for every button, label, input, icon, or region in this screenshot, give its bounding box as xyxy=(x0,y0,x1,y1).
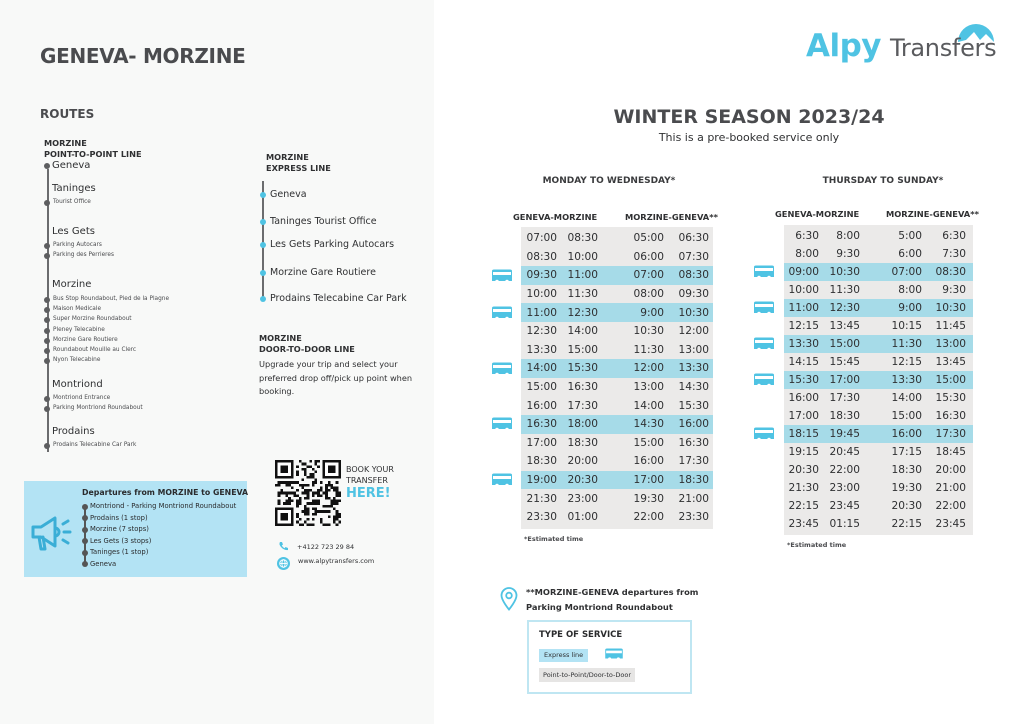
time-mg-dep: 14:00 xyxy=(891,392,922,404)
time-gm-dep: 09:00 xyxy=(788,266,819,278)
estimated-time-note: *Estimated time xyxy=(787,541,847,549)
stop-name: Bus Stop Roundabout, Pied de la Plagne xyxy=(53,296,170,302)
timetable-row xyxy=(521,452,713,471)
time-gm-dep: 19:15 xyxy=(788,446,819,458)
time-mg-dep: 14:00 xyxy=(633,399,664,412)
time-mg-arr: 13:00 xyxy=(935,338,966,350)
time-mg-dep: 08:00 xyxy=(633,288,664,301)
book-line-2: TRANSFER xyxy=(346,476,388,485)
time-mg-dep: 06:00 xyxy=(633,250,664,263)
stop-name: Parking Montriond Roundabout xyxy=(53,405,143,412)
time-gm-arr: 12:30 xyxy=(829,302,860,314)
time-mg-arr: 23:30 xyxy=(678,511,709,524)
time-mg-arr: 07:30 xyxy=(678,250,709,263)
time-mg-dep: 22:15 xyxy=(891,518,922,530)
time-gm-arr: 17:30 xyxy=(567,399,598,412)
time-gm-arr: 10:00 xyxy=(567,250,598,263)
departure-stop: Taninges (1 stop) xyxy=(90,548,149,556)
time-gm-arr: 18:30 xyxy=(829,410,860,422)
time-mg-dep: 10:30 xyxy=(633,325,664,338)
time-mg-dep: 18:30 xyxy=(891,464,922,476)
time-mg-dep: 12:00 xyxy=(633,362,664,375)
bus-icon xyxy=(752,265,776,281)
phone-icon xyxy=(278,541,288,551)
bus-icon xyxy=(490,269,514,285)
time-mg-arr: 12:00 xyxy=(678,325,709,338)
timetable-row xyxy=(521,229,713,248)
column-heading-geneva-morzine: GENEVA-MORZINE xyxy=(775,209,860,219)
departure-stop: Les Gets (3 stops) xyxy=(90,536,152,545)
service-type-title: TYPE OF SERVICE xyxy=(539,630,623,640)
time-mg-dep: 9:00 xyxy=(640,306,664,319)
town-name: Les Gets xyxy=(52,226,95,237)
time-gm-dep: 17:00 xyxy=(526,436,557,449)
departure-stop: Geneva xyxy=(90,559,117,568)
bus-icon xyxy=(490,362,514,378)
time-gm-arr: 23:45 xyxy=(829,500,860,512)
time-mg-arr: 18:45 xyxy=(935,446,966,458)
point-to-point-line xyxy=(44,138,244,448)
time-mg-dep: 12:15 xyxy=(891,356,922,368)
time-gm-arr: 20:00 xyxy=(567,455,598,468)
d2d-heading-1: MORZINE xyxy=(259,333,302,343)
town-name: Prodains xyxy=(52,426,95,437)
time-gm-dep: 8:00 xyxy=(795,248,819,260)
timetable-row xyxy=(784,281,973,299)
timetable-row xyxy=(784,515,973,533)
time-mg-arr: 13:00 xyxy=(678,343,709,356)
town-name: Morzine xyxy=(52,279,92,290)
time-mg-arr: 16:30 xyxy=(678,436,709,449)
day-range-heading: THURSDAY TO SUNDAY* xyxy=(822,176,944,186)
time-gm-arr: 12:30 xyxy=(567,306,598,319)
town-name: Taninges xyxy=(52,183,96,194)
time-mg-dep: 16:00 xyxy=(633,455,664,468)
stop-name: Pleney Telecabine xyxy=(53,326,105,333)
time-mg-arr: 11:45 xyxy=(935,320,966,332)
book-here-link[interactable]: HERE! xyxy=(346,486,391,501)
time-mg-dep: 07:00 xyxy=(633,269,664,282)
ptp-heading-2: POINT-TO-POINT LINE xyxy=(44,149,142,159)
timetable-row xyxy=(784,317,973,335)
time-gm-dep: 23:45 xyxy=(788,518,819,530)
timetable-row xyxy=(521,248,713,267)
logo-alpy: Alpy xyxy=(806,28,882,64)
timetable-row xyxy=(521,489,713,508)
page-title: GENEVA- MORZINE xyxy=(40,44,246,68)
express-heading-2: EXPRESS LINE xyxy=(266,163,331,173)
timetable-row xyxy=(784,353,973,371)
d2d-description: Upgrade your trip and select your preferred drop off/pick up point when booking. xyxy=(259,359,413,396)
time-mg-arr: 20:00 xyxy=(935,464,966,476)
time-mg-dep: 15:00 xyxy=(633,436,664,449)
time-gm-arr: 15:30 xyxy=(567,362,598,375)
routes-heading: ROUTES xyxy=(40,107,95,121)
legend-express: Express line xyxy=(539,649,588,662)
time-gm-dep: 6:30 xyxy=(795,230,819,242)
timetable-row xyxy=(784,497,973,515)
time-mg-arr: 16:30 xyxy=(935,410,966,422)
bus-icon xyxy=(490,417,514,433)
time-mg-dep: 11:30 xyxy=(891,338,922,350)
time-gm-dep: 16:00 xyxy=(526,399,557,412)
time-gm-dep: 07:00 xyxy=(526,232,557,245)
service-type-legend xyxy=(527,620,692,694)
time-mg-arr: 13:45 xyxy=(935,356,966,368)
website-link[interactable]: www.alpytransfers.com xyxy=(298,557,375,565)
timetable-row xyxy=(784,461,973,479)
time-mg-dep: 13:30 xyxy=(891,374,922,386)
timetable xyxy=(784,225,973,535)
time-mg-dep: 17:15 xyxy=(891,446,922,458)
timetable-row xyxy=(784,335,973,353)
timetable-row xyxy=(521,322,713,341)
time-gm-arr: 11:30 xyxy=(829,284,860,296)
time-gm-arr: 11:00 xyxy=(567,269,598,282)
time-mg-dep: 19:30 xyxy=(891,482,922,494)
time-gm-dep: 10:00 xyxy=(788,284,819,296)
timetable-row xyxy=(521,508,713,527)
column-heading-morzine-geneva: MORZINE-GENEVA** xyxy=(886,209,979,219)
time-gm-dep: 20:30 xyxy=(788,464,819,476)
time-gm-arr: 22:00 xyxy=(829,464,860,476)
time-gm-dep: 08:30 xyxy=(526,250,557,263)
time-gm-dep: 18:30 xyxy=(526,455,557,468)
time-mg-dep: 17:00 xyxy=(633,474,664,487)
time-gm-arr: 23:00 xyxy=(567,492,598,505)
time-gm-arr: 14:00 xyxy=(567,325,598,338)
book-transfer[interactable] xyxy=(346,464,394,502)
timetable-row xyxy=(784,407,973,425)
time-mg-arr: 10:30 xyxy=(935,302,966,314)
time-mg-dep: 6:00 xyxy=(898,248,922,260)
time-mg-arr: 10:30 xyxy=(678,306,709,319)
time-gm-dep: 17:00 xyxy=(788,410,819,422)
time-gm-arr: 20:45 xyxy=(829,446,860,458)
qr-code[interactable] xyxy=(275,460,341,526)
time-gm-dep: 13:30 xyxy=(526,343,557,356)
time-mg-arr: 16:00 xyxy=(678,418,709,431)
express-heading-1: MORZINE xyxy=(266,152,309,162)
season-subtitle: This is a pre-booked service only xyxy=(658,131,840,144)
logo-transfers: Transfers xyxy=(890,34,997,62)
time-gm-arr: 17:00 xyxy=(829,374,860,386)
time-mg-arr: 06:30 xyxy=(678,232,709,245)
timetable-row xyxy=(521,266,713,285)
time-mg-arr: 15:00 xyxy=(935,374,966,386)
express-rail xyxy=(262,181,264,298)
timetable-row xyxy=(784,443,973,461)
timetable-row xyxy=(521,303,713,322)
megaphone-icon xyxy=(30,513,72,553)
time-mg-arr: 9:30 xyxy=(942,284,966,296)
time-gm-dep: 21:30 xyxy=(526,492,557,505)
timetable-row xyxy=(521,471,713,490)
timetable-row xyxy=(784,389,973,407)
departure-stop: Montriond - Parking Montriond Roundabout xyxy=(90,502,237,510)
departure-stop: Prodains (1 stop) xyxy=(90,513,148,522)
time-gm-arr: 17:30 xyxy=(829,392,860,404)
town-name: Geneva xyxy=(52,160,91,171)
time-mg-arr: 18:30 xyxy=(678,474,709,487)
time-mg-arr: 15:30 xyxy=(935,392,966,404)
time-gm-arr: 15:00 xyxy=(567,343,598,356)
town-name: Montriond xyxy=(52,379,103,390)
time-mg-arr: 14:30 xyxy=(678,381,709,394)
time-mg-arr: 6:30 xyxy=(942,230,966,242)
time-gm-arr: 01:15 xyxy=(829,518,860,530)
stop-name: Montriond Entrance xyxy=(53,395,111,401)
day-range-heading: MONDAY TO WEDNESDAY* xyxy=(542,176,676,186)
time-mg-dep: 5:00 xyxy=(898,230,922,242)
location-pin-icon xyxy=(500,587,518,611)
timetable-row xyxy=(784,425,973,443)
time-mg-dep: 9:00 xyxy=(898,302,922,314)
time-gm-arr: 10:30 xyxy=(829,266,860,278)
time-mg-arr: 08:30 xyxy=(678,269,709,282)
time-gm-dep: 15:00 xyxy=(526,381,557,394)
time-gm-dep: 11:00 xyxy=(526,306,557,319)
time-mg-arr: 21:00 xyxy=(935,482,966,494)
time-gm-dep: 09:30 xyxy=(526,269,557,282)
timetable-row xyxy=(521,415,713,434)
time-mg-dep: 07:00 xyxy=(891,266,922,278)
time-gm-dep: 11:00 xyxy=(788,302,819,314)
departure-stop: Morzine (7 stops) xyxy=(90,525,149,533)
time-gm-arr: 08:30 xyxy=(567,232,598,245)
timetable-row xyxy=(784,479,973,497)
time-mg-arr: 08:30 xyxy=(935,266,966,278)
stop-name: Roundabout Mouille au Clerc xyxy=(53,347,137,353)
bus-icon xyxy=(603,648,625,662)
bus-icon xyxy=(752,337,776,353)
timetable-row xyxy=(521,359,713,378)
time-gm-dep: 12:15 xyxy=(788,320,819,332)
time-mg-dep: 15:00 xyxy=(891,410,922,422)
timetable-row xyxy=(784,245,973,263)
timetable-row xyxy=(784,263,973,281)
time-gm-arr: 01:00 xyxy=(567,511,598,524)
time-gm-dep: 13:30 xyxy=(788,338,819,350)
d2d-heading-2: DOOR-TO-DOOR LINE xyxy=(259,344,355,354)
departure-note-line-2: Parking Montriond Roundabout xyxy=(526,602,673,612)
time-gm-arr: 18:30 xyxy=(567,436,598,449)
timetable-row xyxy=(521,434,713,453)
stop-name: Super Morzine Roundabout xyxy=(53,316,132,323)
time-gm-dep: 19:00 xyxy=(526,474,557,487)
time-mg-dep: 8:00 xyxy=(898,284,922,296)
time-gm-arr: 16:30 xyxy=(567,381,598,394)
express-stop: Geneva xyxy=(270,189,307,200)
express-stop: Taninges Tourist Office xyxy=(270,216,377,227)
time-gm-arr: 15:45 xyxy=(829,356,860,368)
time-mg-arr: 7:30 xyxy=(942,248,966,260)
time-gm-dep: 14:15 xyxy=(788,356,819,368)
departure-note-line-1: **MORZINE-GENEVA departures from xyxy=(526,587,699,597)
timetable-row xyxy=(784,227,973,245)
timetable-row xyxy=(521,396,713,415)
stop-name: Morzine Gare Routiere xyxy=(53,336,118,343)
time-gm-arr: 13:45 xyxy=(829,320,860,332)
time-mg-arr: 17:30 xyxy=(678,455,709,468)
door-to-door-line xyxy=(259,333,434,399)
time-gm-dep: 14:00 xyxy=(526,362,557,375)
ptp-heading-1: MORZINE xyxy=(44,138,87,148)
time-mg-dep: 20:30 xyxy=(891,500,922,512)
time-mg-arr: 17:30 xyxy=(935,428,966,440)
schedule-thu-sun xyxy=(750,176,1000,576)
time-gm-arr: 23:00 xyxy=(829,482,860,494)
time-gm-arr: 20:30 xyxy=(567,474,598,487)
time-gm-dep: 18:15 xyxy=(788,428,819,440)
schedule-mon-wed xyxy=(488,176,732,556)
time-gm-dep: 16:00 xyxy=(788,392,819,404)
bus-icon xyxy=(490,306,514,322)
column-heading-geneva-morzine: GENEVA-MORZINE xyxy=(513,212,598,222)
time-mg-dep: 14:30 xyxy=(633,418,664,431)
time-mg-arr: 13:30 xyxy=(678,362,709,375)
time-mg-arr: 15:30 xyxy=(678,399,709,412)
alpy-transfers-logo xyxy=(806,20,1011,72)
timetable xyxy=(521,227,713,529)
season-title: WINTER SEASON 2023/24 xyxy=(613,106,885,128)
bus-icon xyxy=(490,473,514,489)
column-heading-morzine-geneva: MORZINE-GENEVA** xyxy=(625,212,718,222)
timetable-row xyxy=(521,378,713,397)
time-gm-arr: 9:30 xyxy=(836,248,860,260)
time-mg-arr: 21:00 xyxy=(678,492,709,505)
departures-title: Departures from MORZINE to GENEVA xyxy=(82,488,249,497)
legend-point-to-point: Point-to-Point/Door-to-Door xyxy=(539,668,635,682)
time-mg-dep: 10:15 xyxy=(891,320,922,332)
timetable-row xyxy=(784,371,973,389)
time-gm-dep: 23:30 xyxy=(526,511,557,524)
timetable-row xyxy=(521,285,713,304)
bus-icon xyxy=(752,373,776,389)
stop-name: Nyon Telecabine xyxy=(53,357,101,364)
express-line xyxy=(266,152,436,304)
timetable-row xyxy=(784,299,973,317)
time-gm-arr: 18:00 xyxy=(567,418,598,431)
time-mg-dep: 13:00 xyxy=(633,381,664,394)
stop-name: Parking des Perrieres xyxy=(53,252,114,259)
phone-number[interactable]: +4122 723 29 84 xyxy=(297,543,355,551)
time-gm-arr: 11:30 xyxy=(567,288,598,301)
departures-box xyxy=(24,481,247,577)
stop-name: Tourist Office xyxy=(53,199,91,205)
time-gm-dep: 12:30 xyxy=(526,325,557,338)
book-line-1: BOOK YOUR xyxy=(346,465,394,474)
time-gm-arr: 8:00 xyxy=(836,230,860,242)
departure-location-note xyxy=(526,585,716,615)
stop-name: Parking Autocars xyxy=(53,242,102,248)
time-gm-dep: 10:00 xyxy=(526,288,557,301)
time-gm-dep: 21:30 xyxy=(788,482,819,494)
time-mg-arr: 22:00 xyxy=(935,500,966,512)
time-mg-dep: 16:00 xyxy=(891,428,922,440)
express-stop: Prodains Telecabine Car Park xyxy=(270,293,407,304)
bus-icon xyxy=(752,301,776,317)
time-gm-arr: 19:45 xyxy=(829,428,860,440)
time-gm-dep: 15:30 xyxy=(788,374,819,386)
time-gm-arr: 15:00 xyxy=(829,338,860,350)
time-mg-dep: 05:00 xyxy=(633,232,664,245)
time-mg-dep: 11:30 xyxy=(633,343,664,356)
bus-icon xyxy=(752,427,776,443)
time-mg-arr: 09:30 xyxy=(678,288,709,301)
time-gm-dep: 22:15 xyxy=(788,500,819,512)
time-mg-dep: 19:30 xyxy=(633,492,664,505)
time-mg-dep: 22:00 xyxy=(633,511,664,524)
time-mg-arr: 23:45 xyxy=(935,518,966,530)
stop-name: Maison Medicale xyxy=(53,306,102,313)
express-stop: Morzine Gare Routiere xyxy=(270,267,376,278)
estimated-time-note: *Estimated time xyxy=(524,534,584,543)
express-stop: Les Gets Parking Autocars xyxy=(270,239,395,250)
stop-name: Prodains Telecabine Car Park xyxy=(53,442,137,448)
timetable-row xyxy=(521,341,713,360)
globe-icon xyxy=(277,557,290,570)
time-gm-dep: 16:30 xyxy=(526,418,557,431)
